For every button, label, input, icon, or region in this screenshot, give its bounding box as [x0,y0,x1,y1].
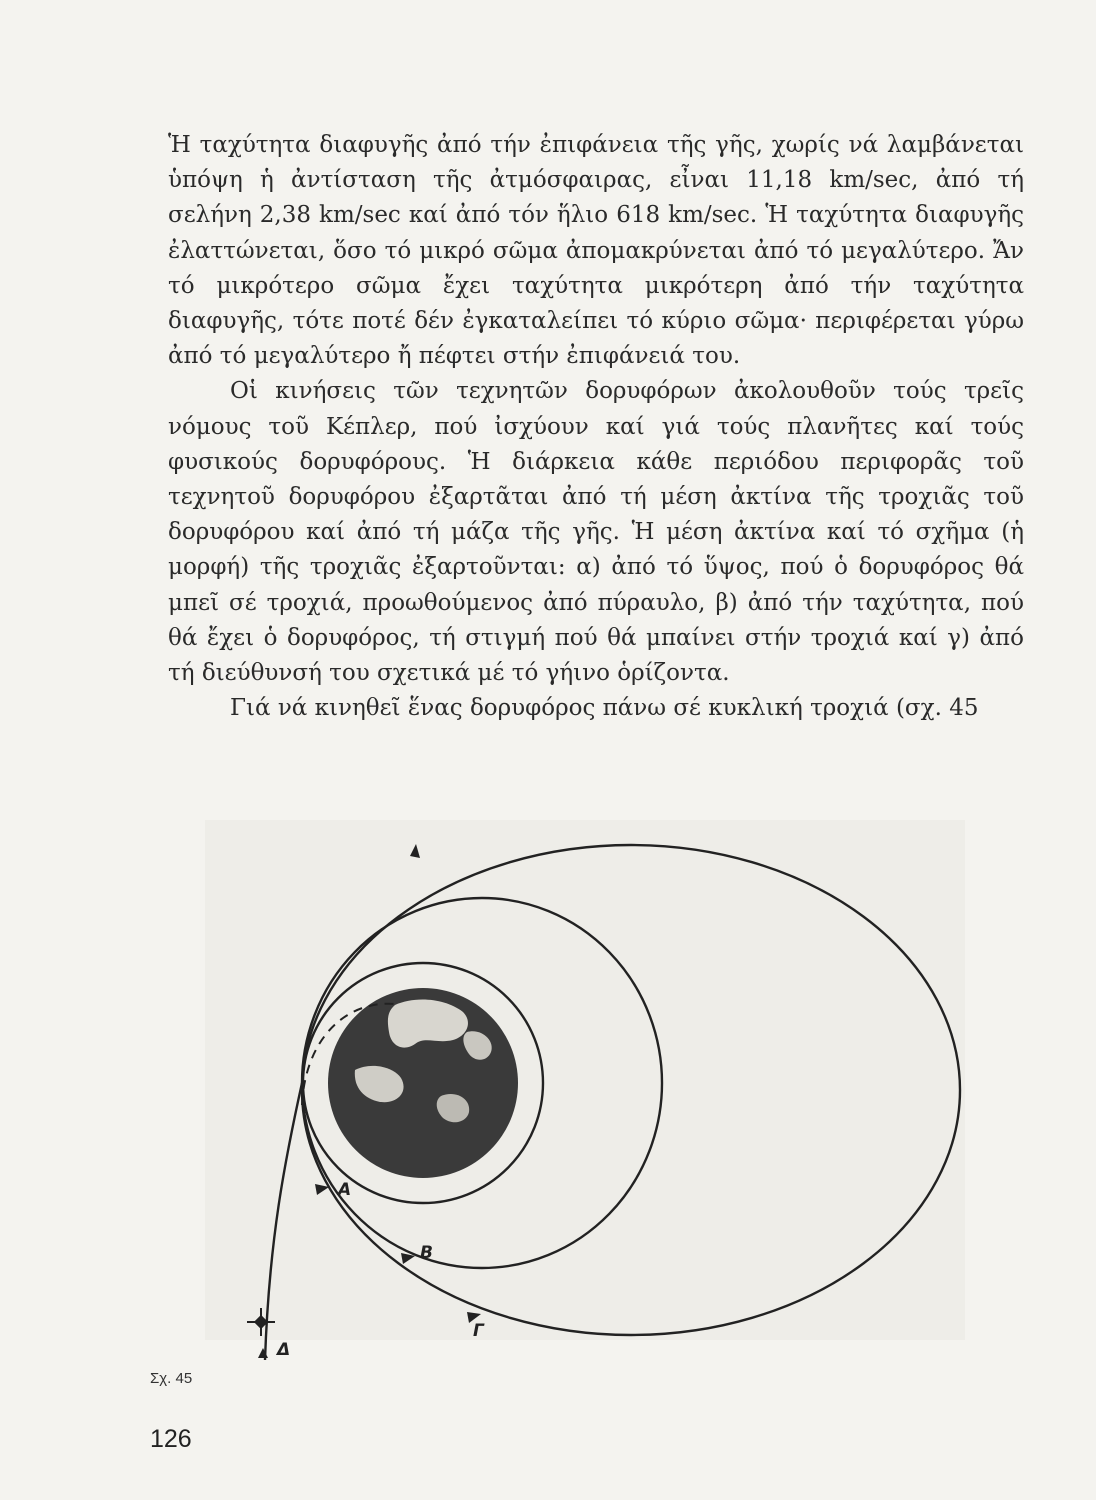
page-number: 126 [150,1425,192,1453]
label-orbit-d: Δ [277,1340,291,1360]
paragraph-circular-orbit: Γιά νά κινηθεῖ ἕνας δορυφόρος πάνω σέ κυκλική τροχιά (σχ. 45 [230,695,979,722]
label-orbit-g: Γ [473,1321,484,1341]
paragraph-escape-velocity: Ἡ ταχύτητα διαφυγῆς ἀπό τήν ἐπιφάνεια τῆς γῆς, χωρίς νά λαμβάνεται ὑπόψη ἡ ἀντίσταση τῆς ἀτμόσφαιρας, εἶναι 11,18 km/sec, ἀπό τή σελήνη 2,38 km/sec καί ἀπό τόν ἥλιο 618 km/sec. Ἡ ταχύτητα διαφυγῆς ἐλαττώνεται, ὅσο τό μικρό σῶμα ἀπομακρύνεται ἀπό τό μεγαλύτερο. Ἄν τό μικρότερο σῶμα ἔχει ταχύτητα μικρότερη ἀπό τήν ταχύτητα διαφυγῆς, τότε ποτέ δέν ἐγκαταλείπει τό κύριο σῶμα· περιφέρεται γύρω ἀπό τό μεγαλύτερο ἤ πέφτει στήν ἐπιφάνειά του. [168,132,1024,370]
label-orbit-a: Α [338,1180,352,1200]
orbit-diagram [205,800,965,1360]
label-orbit-b: Β [420,1243,433,1263]
paragraph-kepler-laws: Οἱ κινήσεις τῶν τεχνητῶν δορυφόρων ἀκολουθοῦν τούς τρεῖς νόμους τοῦ Κέπλερ, πού ἰσχύουν καί γιά τούς πλανῆτες καί τούς φυσικούς δορυφόρους. Ἡ διάρκεια κάθε περιόδου περιφορᾶς τοῦ τεχνητοῦ δορυφόρου ἐξαρτᾶται ἀπό τή μέση ἀκτίνα τῆς τροχιᾶς τοῦ δορυφόρου καί ἀπό τή μάζα τῆς γῆς. Ἡ μέση ἀκτίνα καί τό σχῆμα (ἡ μορφή) τῆς τροχιᾶς ἐξαρτοῦνται: α) ἀπό τό ὕψος, πού ὁ δορυφόρος θά μπεῖ σέ τροχιά, προωθούμενος ἀπό πύραυλο, β) ἀπό τήν ταχύτητα, πού θά ἔχει ὁ δορυφόρος, τή στιγμή πού θά μπαίνει στήν τροχιά καί γ) ἀπό τή διεύθυνσή του σχετικά μέ τό γήινο ὁρίζοντα. [168,378,1024,687]
figure-caption: Σχ. 45 [150,1370,193,1387]
figure-background [205,820,965,1340]
earth [328,988,518,1178]
body-text [168,128,1024,726]
